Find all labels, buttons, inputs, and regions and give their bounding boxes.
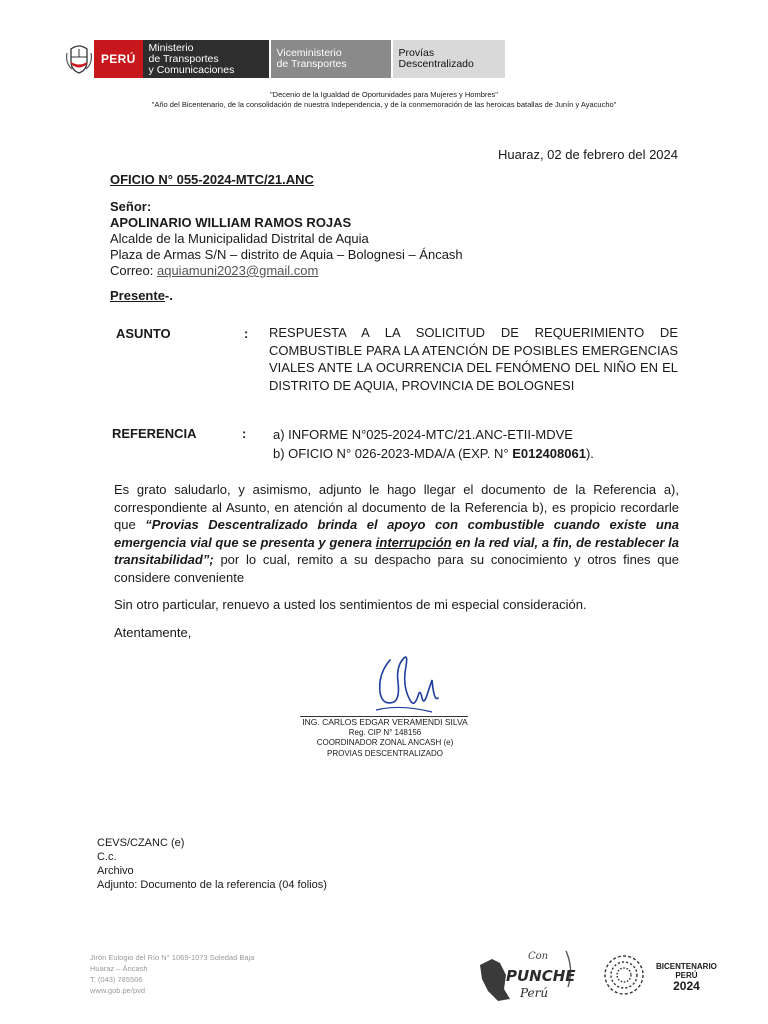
presente: Presente-. (110, 288, 173, 303)
document-number: OFICIO N° 055-2024-MTC/21.ANC (110, 172, 314, 187)
signatory-registration: Reg. CIP N° 148156 (348, 727, 422, 737)
letterhead (64, 40, 505, 78)
footer-contact (90, 952, 254, 996)
body-paragraph: Es grato saludarlo, y asimismo, adjunto le hago llegar el documento de la Referencia a), correspondiente al Asunto, en atención al documento de la Referencia b), es propicio recordarle que “Provias Descentralizado brinda el apoyo con combustible cuando existe una emergencia vial que se presenta y genera interrupción en la red vial, a fin, de restablecer la transitabilidad”; por lo cual, remito a su despacho para su conocimiento y otros fines que considere conveniente (114, 482, 679, 585)
referencia-a: a) INFORME N°025-2024-MTC/21.ANC-ETII-MDVE (273, 427, 573, 442)
copy-label: C.c. (97, 851, 117, 863)
recipient-email-row (110, 263, 463, 279)
recipient-block (110, 199, 463, 279)
entity-label: Provías Descentralizado (393, 40, 505, 78)
document-date: Huaraz, 02 de febrero del 2024 (498, 147, 678, 162)
recipient-title: Alcalde de la Municipalidad Distrital de Aquia (110, 231, 369, 246)
referencia-list (273, 425, 594, 463)
footer-web[interactable]: www.gob.pe/pvd (90, 986, 146, 995)
referencia-colon: : (242, 426, 247, 441)
svg-text:PUNCHE: PUNCHE (506, 967, 576, 985)
salutation: Señor: (110, 199, 152, 214)
peru-label: PERÚ (94, 40, 143, 78)
recipient-address: Plaza de Armas S/N – distrito de Aquia – Bolognesi – Áncash (110, 247, 463, 262)
bicentenario-year: 2024 (673, 979, 700, 993)
bicentenario-country: PERÚ (675, 971, 698, 980)
referencia-label: REFERENCIA (112, 426, 197, 441)
footer-phone: T. (043) 785506 (90, 975, 143, 984)
signatory-name: ING. CARLOS EDGAR VERAMENDI SILVA (302, 717, 468, 727)
svg-text:Con: Con (528, 951, 549, 962)
distribution-notes (97, 836, 327, 892)
email-link[interactable]: aquiamuni2023@gmail.com (156, 263, 319, 278)
handwritten-signature (360, 652, 450, 720)
footer-city: Huaraz – Áncash (90, 964, 148, 973)
signatory-entity: PROVIAS DESCENTRALIZADO (326, 748, 444, 758)
bicentenario-label (656, 962, 717, 993)
con-punche-peru-logo (476, 945, 576, 1005)
bicentenario-word: BICENTENARIO (656, 962, 717, 971)
asunto-label: ASUNTO (116, 326, 171, 341)
signatory-block (280, 717, 490, 759)
recipient-name: APOLINARIO WILLIAM RAMOS ROJAS (110, 215, 352, 230)
national-shield-icon (64, 40, 94, 78)
referencia-b: b) OFICIO N° 026-2023-MDA/A (EXP. N° E012408061). (273, 446, 594, 461)
ministry-label: Ministerio de Transportes y Comunicaciones (143, 40, 269, 78)
initials: CEVS/CZANC (e) (97, 837, 185, 849)
closing-paragraph: Sin otro particular, renuevo a usted los sentimientos de mi especial consideración. (114, 597, 587, 612)
asunto-colon: : (244, 326, 249, 341)
svg-text:Perú: Perú (520, 986, 549, 1000)
footer-address: Jirón Eulogio del Río N° 1069-1073 Soledad Baja (90, 953, 255, 962)
official-year-names (0, 90, 768, 110)
asunto-text: RESPUESTA A LA SOLICITUD DE REQUERIMIENTO DE COMBUSTIBLE PARA LA ATENCIÓN DE POSIBLES EMERGENCIAS VIALES ANTE LA OCURRENCIA DEL FENÓMENO DEL NIÑO EN EL DISTRITO DE AQUIA, PROVINCIA DE BOLOGNESI (269, 325, 678, 393)
email-label: Correo: (110, 263, 154, 278)
archive-label: Archivo (97, 865, 134, 877)
valediction: Atentamente, (114, 625, 192, 640)
attachment-note: Adjunto: Documento de la referencia (04 folios) (97, 879, 327, 891)
year-line: "Año del Bicentenario, de la consolidación de nuestra Independencia, y de la conmemoración de las heroicas batallas de Junín y Ayacucho" (151, 100, 617, 109)
decade-line: "Decenio de la Igualdad de Oportunidades para Mujeres y Hombres" (270, 90, 498, 99)
vice-ministry-label: Viceministerio de Transportes (271, 40, 391, 78)
signatory-role: COORDINADOR ZONAL ANCASH (e) (316, 738, 454, 747)
